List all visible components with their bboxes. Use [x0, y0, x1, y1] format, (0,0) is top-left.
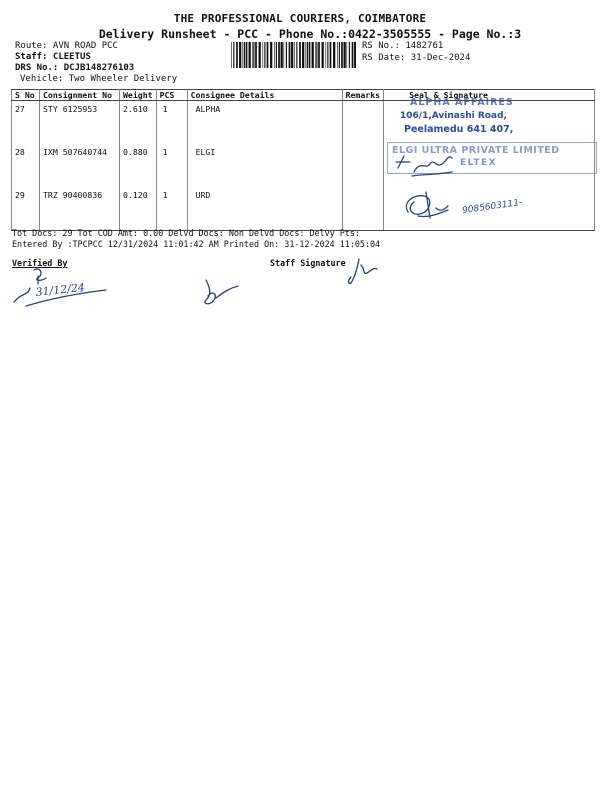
elgi-stamp-name: ELGI ULTRA PRIVATE LIMITED: [392, 145, 560, 156]
urd-signature-image: [400, 190, 462, 224]
cell-sno: 27: [12, 101, 40, 145]
verified-by-label: Verified By: [12, 258, 68, 268]
cell-consignee: ALPHA: [187, 101, 342, 145]
cell-pcs: 1: [156, 101, 187, 145]
cell-weight: 2.610: [120, 101, 157, 145]
handwritten-date: 31/12/24: [34, 280, 86, 299]
alpha-stamp-name: ALPHA AFFAIRES: [410, 97, 514, 108]
col-remarks: Remarks: [342, 90, 384, 101]
cell-consignee: ELGI: [187, 144, 342, 187]
cell-remarks: [342, 101, 384, 145]
entered-printed-line: Entered By :TPCPCC 12/31/2024 11:01:42 AM Printed On: 31-12-2024 11:05:04: [12, 239, 381, 249]
alpha-stamp-address: 106/1,Avinashi Road,: [400, 111, 507, 121]
col-consignee: Consignee Details: [187, 90, 342, 101]
col-consignment: Consignment No: [40, 90, 120, 101]
vehicle-label: Vehicle: Two Wheeler Delivery: [20, 74, 178, 84]
col-pcs: PCS: [156, 90, 187, 101]
staff-signature-label: Staff Signature: [270, 258, 346, 268]
cell-consignment: IXM 507640744: [40, 144, 120, 187]
handwritten-phone: 9085603111-: [461, 197, 523, 217]
route-label: Route: AVN ROAD PCC: [15, 41, 118, 51]
alpha-stamp-city: Peelamedu 641 407,: [404, 124, 514, 135]
col-seal-signature: Seal & Signature: [384, 90, 595, 101]
staff-signature-image: [345, 255, 385, 289]
totals-line: Tot Docs: 29 Tot COD Amt: 0.00 Delvd Docs: Non Delvd Docs: Delvy Pts:: [12, 228, 360, 238]
cell-remarks: [342, 144, 384, 187]
cell-weight: 0.120: [120, 187, 157, 231]
cell-consignment: TRZ 90400836: [40, 187, 120, 231]
cell-consignee: URD: [187, 187, 342, 231]
barcode-image: [230, 42, 356, 68]
rs-number: RS No.: 1482761: [362, 41, 444, 51]
cell-sno: 29: [12, 187, 40, 231]
cell-pcs: 1: [156, 187, 187, 231]
verified-by-signature-image: [10, 262, 120, 312]
document-title: THE PROFESSIONAL COURIERS, COIMBATORE: [173, 12, 427, 25]
elgi-signature-image: [392, 142, 462, 182]
cell-weight: 0.880: [120, 144, 157, 187]
col-sno: S No: [12, 90, 40, 101]
col-weight: Weight: [120, 90, 157, 101]
document-subtitle: Delivery Runsheet - PCC - Phone No.:0422-3505555 - Page No.:3: [98, 27, 522, 41]
cell-pcs: 1: [156, 144, 187, 187]
drs-number: DRS No.: DCJB148276103: [15, 63, 135, 73]
cell-remarks: [342, 187, 384, 231]
cell-consignment: STY 6125953: [40, 101, 120, 145]
handwritten-mark-image: [196, 276, 242, 308]
elgi-stamp-sub: ELTEX: [460, 158, 498, 168]
staff-label: Staff: CLEETUS: [15, 52, 91, 62]
rs-date: RS Date: 31-Dec-2024: [362, 53, 471, 63]
cell-sno: 28: [12, 144, 40, 187]
